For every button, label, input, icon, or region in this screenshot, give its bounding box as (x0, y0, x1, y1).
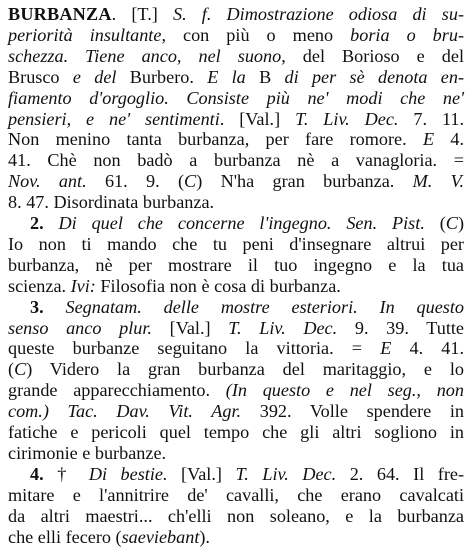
text-segment: E (380, 338, 410, 359)
text-segment: Non menino tanta burbanza, per fare romore. (8, 129, 423, 150)
text-segment: E (422, 129, 451, 150)
text-segment: 61. 9. ( (104, 171, 185, 192)
text-segment: T. Liv. Dec. (228, 317, 355, 338)
entry-line (8, 527, 464, 548)
text-segment: , con più o meno (161, 24, 351, 45)
text-segment: grande apparecchiamento. (8, 380, 226, 401)
text-segment: . [T.] (111, 4, 173, 24)
text-segment: Burbero. (129, 66, 208, 87)
sense-number: 4. (30, 463, 58, 484)
text-segment: boria o bru- (350, 24, 465, 45)
text-segment: Ivi: (70, 275, 101, 296)
sense-number: 2. (30, 213, 59, 233)
text-segment: fiamento d'orgoglio. Consiste più ne' modi che ne' (8, 87, 464, 108)
entry-line (8, 129, 464, 150)
text-segment: M. V. (412, 171, 464, 192)
entry-line (8, 25, 464, 46)
text-segment: B (259, 66, 285, 87)
entry-line (8, 380, 464, 401)
text-segment: com.) Tac. Dav. Vit. Agr. (8, 401, 260, 422)
text-segment: T. Liv. Dec. (235, 463, 350, 484)
text-segment: [Val.] (169, 317, 229, 338)
entry-line (8, 88, 464, 109)
text-segment: Io non ti mando che tu peni d'insegnare altrui per (8, 233, 464, 254)
text-segment: [Val.] (181, 463, 236, 484)
text-segment: senso anco plur. (8, 317, 170, 338)
text-segment: ). (199, 526, 210, 547)
text-segment: C (14, 359, 27, 380)
text-segment: schezza. Tiene anco, nel suono (8, 45, 282, 66)
text-segment: periorità insultante (8, 24, 162, 45)
text-segment: che elli fecero ( (8, 526, 122, 547)
text-segment: ) (457, 213, 464, 233)
text-segment: queste burbanze seguitano la vittoria. = (8, 338, 381, 359)
entry-line (8, 338, 464, 359)
headword: BURBANZA (8, 4, 112, 24)
entry-line (30, 464, 464, 485)
text-segment: † (57, 463, 89, 484)
entry-line (8, 234, 464, 255)
text-segment: C (184, 171, 197, 192)
text-segment: e del (72, 66, 130, 87)
text-segment: ) N'ha gran burbanza. (196, 171, 413, 192)
entry-line (8, 171, 464, 192)
text-segment: C (445, 213, 458, 233)
text-segment: 4. 41. (409, 338, 464, 359)
text-segment: Segnatam. delle mostre esteriori. In questo (65, 296, 464, 317)
text-segment: T. Liv. Dec. (295, 108, 414, 129)
entry-line (30, 213, 464, 234)
entry-line (8, 318, 464, 339)
text-segment: . [Val.] (219, 108, 296, 129)
sense-number: 3. (30, 296, 66, 317)
text-segment: 7. 11. (413, 108, 465, 129)
text-segment: di per sè denota en- (284, 66, 464, 87)
text-segment: Di bestie. (88, 463, 182, 484)
entry-line (8, 359, 464, 380)
text-segment: burbanza, nè per mostrare il tuo ingegno e la tua (8, 254, 464, 275)
text-segment: (In questo e nel seg., non (225, 380, 464, 401)
entry-line (8, 485, 464, 506)
entry-line (8, 401, 464, 422)
text-segment: ( (439, 213, 446, 233)
text-segment: Brusco (8, 66, 73, 87)
text-segment: ) Videro la gran burbanza del maritaggio, e lo (26, 359, 464, 380)
entry-line (8, 46, 464, 67)
text-segment: saeviebant (121, 526, 200, 547)
entry-line (8, 443, 464, 464)
entry-line (8, 67, 464, 88)
text-segment: 4. (450, 129, 464, 150)
entry-line (30, 297, 464, 318)
text-segment: scienza. (8, 275, 71, 296)
text-segment: mitare e l'annitrire de' cavalli, che erano cavalcati (8, 484, 464, 505)
text-segment: 8. 47. Disordinata burbanza. (8, 192, 215, 213)
entry-line (8, 506, 464, 527)
text-segment: Filosofia non è cosa di burbanza. (100, 275, 341, 296)
text-segment: E la (207, 66, 260, 87)
entry-line (8, 276, 464, 297)
text-segment: ( (8, 359, 15, 380)
text-segment: Di quel che concerne l'ingegno. Sen. Pist. (58, 213, 440, 233)
text-segment: 9. 39. Tutte (354, 317, 465, 338)
text-segment: 2. 64. Il fre- (349, 463, 465, 484)
entry-line (8, 422, 464, 443)
text-segment: cirimonie e burbanze. (8, 442, 167, 463)
entry-line (8, 4, 464, 25)
text-segment: S. f. Dimostrazione odiosa di su- (172, 4, 465, 24)
text-segment: 392. Volle spendere in (259, 401, 465, 422)
entry-line (8, 255, 464, 276)
entry-line (8, 150, 464, 171)
text-segment: fatiche e pericoli quel tempo che gli altri sogliono in (8, 422, 464, 442)
text-segment: da altri maestri... ch'elli non soleano, e la burbanza (8, 505, 464, 526)
text-segment: Nov. ant. (8, 171, 105, 192)
text-segment: 41. Chè non badò a burbanza nè a vanagloria. = (8, 150, 464, 171)
entry-line (8, 109, 464, 130)
text-segment: , del Borioso e del (281, 45, 464, 66)
text-segment: pensieri, e ne' sentimenti (8, 108, 220, 129)
entry-line (8, 192, 464, 213)
